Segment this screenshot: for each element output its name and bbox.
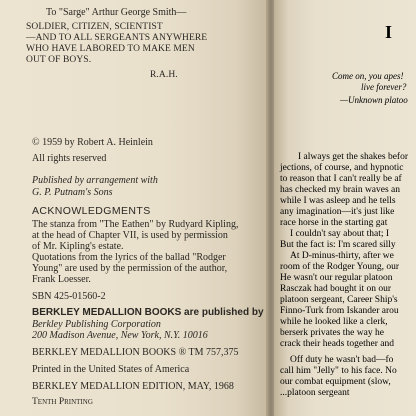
- body-line: jections, of course, and hypnotic: [280, 163, 404, 173]
- author-initials: R.A.H.: [150, 70, 178, 80]
- publisher-line: BERKLEY MEDALLION BOOKS are published by: [32, 307, 264, 318]
- publisher-address: 200 Madison Avenue, New York, N.Y. 10016: [32, 330, 208, 341]
- acknowledgment-line: Young" are used by the permission of the author,: [32, 263, 228, 274]
- body-line: race horse in the starting gat: [280, 218, 388, 228]
- body-line: call him "Jelly" to his face. No: [280, 366, 397, 376]
- dedication-line: SOLDIER, CITIZEN, SCIENTIST: [26, 22, 163, 32]
- body-line: to reason that I can't really be af: [280, 174, 402, 184]
- acknowledgment-line: Frank Loesser.: [32, 274, 91, 285]
- body-line: He wasn't our regular platoon: [280, 273, 393, 283]
- body-line: Off duty he wasn't bad—fo: [290, 355, 394, 365]
- body-line: But the fact is: I'm scared silly: [280, 240, 396, 250]
- epigraph-attribution: —Unknown platoo: [340, 95, 408, 105]
- publisher-line: Berkley Publishing Corporation: [32, 319, 161, 330]
- body-line: has checked my brain waves an: [280, 185, 401, 195]
- epigraph-line: live forever?: [361, 82, 407, 92]
- acknowledgment-line: at the head of Chapter VII, is used by permission: [32, 230, 228, 241]
- acknowledgment-line: Quotations from the lyrics of the ballad "Rodger: [32, 252, 226, 263]
- body-line: I always get the shakes befor: [298, 152, 409, 162]
- acknowledgments-title: ACKNOWLEDGMENTS: [32, 205, 151, 217]
- epigraph-line: Come on, you apes!: [332, 71, 404, 81]
- body-line: I couldn't say about that; I: [290, 229, 390, 239]
- body-line: platoon sergeant, Career Ship's: [280, 295, 398, 305]
- edition-line: BERKLEY MEDALLION EDITION, MAY, 1968: [32, 381, 234, 392]
- body-line: crack their heads together and: [280, 339, 394, 349]
- dedication-line: OUT OF BOYS.: [26, 55, 92, 65]
- body-line: berserk privates the way he: [280, 328, 384, 338]
- acknowledgment-line: The stanza from "The Eathen" by Rudyard Kipling,: [32, 219, 239, 230]
- body-line: Rasczak had bought it on our: [280, 284, 392, 294]
- copyright-notice: © 1959 by Robert A. Heinlein: [32, 137, 153, 148]
- body-line: ...platoon sergeant: [280, 388, 350, 398]
- body-line: our combat equipment (slow,: [280, 377, 391, 387]
- arrangement-line: G. P. Putnam's Sons: [32, 187, 113, 198]
- dedication-line: —AND TO ALL SERGEANTS ANYWHERE: [26, 33, 208, 43]
- body-line: while I was asleep and he tells: [280, 196, 396, 206]
- body-line: any imagination—it's just like: [280, 207, 395, 217]
- sbn-number: SBN 425-01560-2: [32, 291, 106, 302]
- body-line: while he looked like a clerk,: [280, 317, 388, 327]
- acknowledgment-line: of Mr. Kipling's estate.: [32, 241, 124, 252]
- body-line: Finno-Turk from Iskander arou: [280, 306, 399, 316]
- body-line: At D-minus-thirty, after we: [290, 251, 394, 261]
- dedication-to: To "Sarge" Arthur George Smith—: [46, 7, 187, 18]
- dedication-line: WHO HAVE LABORED TO MAKE MEN: [26, 44, 195, 54]
- trademark-line: BERKLEY MEDALLION BOOKS ® TM 757,375: [32, 347, 239, 358]
- chapter-number: I: [385, 22, 393, 42]
- body-line: room of the Rodger Young, our: [280, 262, 400, 272]
- printing-line: Tenth Printing: [32, 397, 93, 407]
- rights-notice: All rights reserved: [32, 153, 107, 164]
- arrangement-line: Published by arrangement with: [32, 175, 158, 186]
- printed-in-line: Printed in the United States of America: [32, 364, 190, 375]
